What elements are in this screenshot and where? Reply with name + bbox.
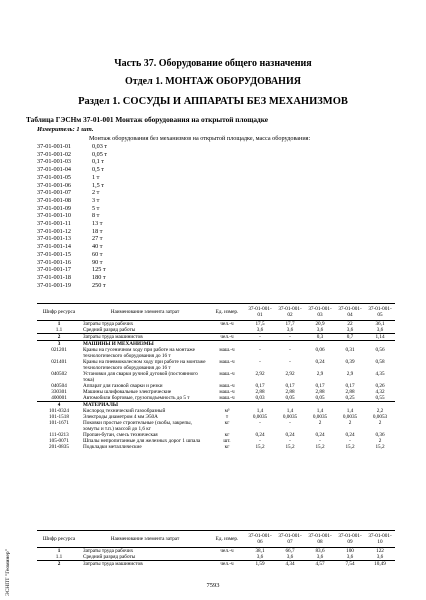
code-mass: 8 т (92, 212, 100, 220)
norm-value: 3,6 (286, 327, 294, 333)
resource-code: 101-0324 (49, 408, 69, 414)
norm-value: 2,92 (285, 371, 295, 377)
cost-element: Установки для сварки ручной дуговой (постоянного тока) (83, 371, 198, 383)
norm-value: 15,2 (345, 444, 355, 450)
norm-value: 2,9 (316, 371, 324, 377)
cost-element: Поковки простые строительные (скобы, закрепы, хомуты и т.п.) массой до 1,6 кг (83, 420, 192, 432)
resource-code: 1 (57, 548, 61, 554)
resource-code: 040504 (51, 383, 67, 389)
resource-code: 400001 (51, 395, 67, 401)
resource-code: 040502 (51, 371, 67, 377)
norm-value: 0,06 (315, 347, 325, 353)
code-id: 37-01-001-04 (37, 166, 72, 174)
unit: кг (224, 420, 230, 426)
resource-code: 4 (57, 402, 61, 408)
table-row (37, 347, 395, 359)
resource-code: 101-1671 (49, 420, 69, 426)
resource-code: 201-0835 (49, 444, 69, 450)
norm-value: 36,1 (375, 321, 385, 327)
code-mass: 5 т (92, 204, 100, 212)
code-row (37, 266, 107, 274)
unit: маш.-ч (219, 395, 235, 401)
resource-code: 1.1 (55, 554, 63, 560)
unit: м³ (224, 408, 230, 414)
table-row (37, 371, 395, 383)
norm-value: 0,7 (346, 334, 354, 340)
norm-value: 0,24 (315, 432, 325, 438)
norm-value: 0,24 (315, 359, 325, 365)
resource-code: 330301 (51, 389, 67, 395)
norm-value: 1,4 (286, 408, 294, 414)
resource-code: 021201 (51, 347, 67, 353)
norm-value: 0,0035 (282, 414, 298, 420)
norm-value: 2 (348, 420, 352, 426)
resource-code: 1.1 (55, 327, 63, 333)
column-header: 37-01-001-08 (305, 531, 335, 548)
table-row (37, 334, 395, 341)
unit: т (225, 414, 229, 420)
norm-value: 0,55 (375, 395, 385, 401)
norm-value: 1,4 (256, 408, 264, 414)
norm-value: - (289, 347, 291, 353)
norm-value: 0,3 (316, 334, 324, 340)
code-id: 37-01-001-08 (37, 196, 72, 204)
column-header: 37-01-001-02 (275, 304, 305, 321)
norm-value: 7,54 (345, 561, 355, 567)
norm-value: 0,17 (315, 383, 325, 389)
cost-element: МАШИНЫ И МЕХАНИЗМЫ (83, 341, 154, 347)
column-header: Наименование элемента затрат (81, 304, 209, 321)
norm-value: 2 (318, 420, 322, 426)
unit: маш.-ч (219, 389, 235, 395)
column-header: 37-01-001-07 (275, 531, 305, 548)
resource-code: 111-0213 (49, 432, 69, 438)
norm-value: 4,35 (375, 371, 385, 377)
code-mass: 60 т (92, 250, 103, 258)
work-description: Монтаж оборудования без механизмов на открытой площадке, масса оборудования: (89, 135, 311, 142)
norm-value: 0,05 (315, 395, 325, 401)
norm-value: 4,32 (375, 389, 385, 395)
cost-element: Краны на пневмоколесном ходу при работе на монтаже технологического оборудования до 16 т (83, 359, 206, 371)
table-row (37, 444, 395, 450)
table-row (37, 420, 395, 432)
measure-unit: Измеритель: 1 шт. (37, 126, 94, 133)
cost-element: Краны на гусеничном ходу при работе на монтаже технологического оборудования до 16 т (83, 347, 195, 359)
table-row (37, 561, 395, 568)
code-mass: 0,03 т (92, 143, 108, 150)
norm-value: 3,6 (256, 554, 264, 560)
code-row (37, 189, 107, 197)
norm-value: 17,5 (255, 321, 265, 327)
unit: кг (224, 432, 230, 438)
cost-element: Подкладки металлические (83, 444, 142, 450)
cost-element: Средний разряд работы (83, 327, 136, 333)
norm-value: 0,05 (285, 395, 295, 401)
code-row (37, 243, 107, 251)
code-id: 37-01-001-11 (37, 220, 71, 228)
cost-element: Затраты труда рабочих (83, 548, 134, 554)
norm-value: - (349, 438, 351, 444)
norm-value: 2,88 (315, 389, 325, 395)
code-mass: 90 т (92, 258, 103, 266)
column-header: Шифр ресурса (37, 531, 81, 548)
norm-value: 0,0035 (312, 414, 328, 420)
code-id: 37-01-001-01 (37, 143, 72, 150)
resource-table-2 (37, 530, 395, 567)
code-row (37, 174, 107, 182)
code-id: 37-01-001-12 (37, 227, 72, 235)
cost-element: Автомобили бортовые, грузоподъемность до 5 т (83, 395, 190, 401)
subsection-heading: Раздел 1. СОСУДЫ И АППАРАТЫ БЕЗ МЕХАНИЗМОВ (78, 96, 348, 107)
norm-value: 2,88 (345, 389, 355, 395)
resource-code: 021401 (51, 359, 67, 365)
code-row (37, 143, 107, 151)
code-mass: 0,1 т (92, 158, 104, 166)
norm-value: 2,92 (255, 371, 265, 377)
column-header: Ед. измер. (209, 304, 245, 321)
code-id: 37-01-001-13 (37, 235, 72, 243)
column-header: 37-01-001-09 (335, 531, 365, 548)
norm-value: 3,6 (256, 327, 264, 333)
norm-value: 3,6 (316, 554, 324, 560)
norm-value: 2,9 (346, 371, 354, 377)
norm-value: 10,49 (374, 561, 386, 567)
column-header: 37-01-001-10 (365, 531, 395, 548)
cost-element: МАТЕРИАЛЫ (83, 402, 119, 408)
code-mass: 13 т (92, 220, 103, 228)
code-row (37, 212, 107, 220)
norm-value: 3,6 (376, 554, 384, 560)
norm-value: 0,24 (285, 432, 295, 438)
norm-value: 3,6 (286, 554, 294, 560)
column-header: Шифр ресурса (37, 304, 81, 321)
norm-value: 0,31 (345, 347, 355, 353)
norm-value: 0,17 (345, 383, 355, 389)
norm-value: 2,88 (255, 389, 265, 395)
norm-value: 15,2 (255, 444, 265, 450)
cost-element: Затраты труда машинистов (83, 561, 143, 567)
code-row (37, 235, 107, 243)
norm-value: 83,6 (315, 548, 325, 554)
norm-value: - (259, 347, 261, 353)
part-heading: Часть 37. Оборудование общего назначения (114, 58, 312, 69)
norm-value: - (289, 334, 291, 340)
code-id: 37-01-001-03 (37, 158, 72, 166)
code-id: 37-01-001-15 (37, 250, 72, 258)
cost-element: Машины шлифовальные электрические (83, 389, 172, 395)
norm-value: 2,88 (285, 389, 295, 395)
unit: кг (224, 444, 230, 450)
norm-value: 17,7 (285, 321, 295, 327)
norm-value: 0,24 (255, 432, 265, 438)
unit: чел.-ч (220, 548, 234, 554)
norm-value: 100 (346, 548, 354, 554)
norm-value: 0,03 (255, 395, 265, 401)
norm-value: 122 (376, 548, 384, 554)
table-row (37, 359, 395, 371)
resource-table-1 (37, 303, 395, 450)
norm-value: - (289, 438, 291, 444)
norm-value: 3,6 (316, 327, 324, 333)
cost-element: Затраты труда рабочих (83, 321, 134, 327)
code-mass: 1 т (92, 173, 100, 181)
column-header: 37-01-001-01 (245, 304, 275, 321)
code-id: 37-01-001-18 (37, 273, 72, 281)
code-row (37, 251, 107, 259)
norm-value: 66,7 (285, 548, 295, 554)
resource-code: 1 (57, 321, 61, 327)
code-row (37, 197, 107, 205)
section-heading: Отдел 1. МОНТАЖ ОБОРУДОВАНИЯ (125, 76, 301, 87)
code-row (37, 259, 107, 267)
column-header: 37-01-001-03 (305, 304, 335, 321)
norm-value: 0,0035 (342, 414, 358, 420)
cost-element: Шпалы непропитанные для железных дорог 1 шпала (83, 438, 201, 444)
norm-value: - (259, 334, 261, 340)
norm-value: 3,6 (346, 554, 354, 560)
code-mass: 180 т (92, 273, 106, 281)
cost-element: Аппарат для газовой сварки и резки (83, 383, 163, 389)
norm-value: 0,17 (285, 383, 295, 389)
norm-value: 2 (378, 420, 382, 426)
code-row (37, 166, 107, 174)
unit: чел.-ч (220, 334, 234, 340)
norm-value: 4,57 (315, 561, 325, 567)
norm-value: 2,2 (376, 408, 384, 414)
norm-value: 1,59 (255, 561, 265, 567)
norm-value: 0,24 (345, 432, 355, 438)
norm-value: 0,58 (375, 359, 385, 365)
resource-code: 101-1518 (49, 414, 69, 420)
norm-value: 0,26 (375, 383, 385, 389)
code-id: 37-01-001-16 (37, 258, 72, 266)
code-mass: 125 т (92, 266, 106, 274)
norm-value: 0,0053 (372, 414, 388, 420)
cost-element: Затраты труда машинистов (83, 334, 143, 340)
code-mass: 2 т (92, 189, 100, 197)
unit: маш.-ч (219, 347, 235, 353)
code-id: 37-01-001-09 (37, 204, 72, 212)
unit: чел.-ч (220, 321, 234, 327)
resource-code: 2 (57, 334, 61, 340)
code-id: 37-01-001-10 (37, 212, 72, 220)
code-mass: 3 т (92, 196, 100, 204)
norm-value: 15,2 (285, 444, 295, 450)
norm-value: 3,6 (346, 327, 354, 333)
norm-value: 0,25 (345, 395, 355, 401)
code-mass: 1,5 т (92, 181, 104, 189)
cost-element: Электроды диаметром 4 мм Э50А (83, 414, 158, 420)
norm-value: 15,2 (375, 444, 385, 450)
code-id: 37-01-001-02 (37, 150, 72, 158)
code-row (37, 274, 107, 282)
norm-value: - (259, 359, 261, 365)
norm-value: 2 (378, 438, 382, 444)
code-id: 37-01-001-06 (37, 181, 72, 189)
unit: маш.-ч (219, 383, 235, 389)
norm-value: 3,6 (376, 327, 384, 333)
norm-value: 38,1 (255, 548, 265, 554)
code-row (37, 220, 107, 228)
code-mass: 27 т (92, 235, 103, 243)
resource-code: 2 (57, 561, 61, 567)
unit: маш.-ч (219, 359, 235, 365)
cost-element: Пропан-бутан, смесь техническая (83, 432, 158, 438)
norm-value: - (319, 438, 321, 444)
column-header: Ед. измер. (209, 531, 245, 548)
norm-value: 4,34 (285, 561, 295, 567)
code-mass: 0,5 т (92, 166, 104, 174)
code-row (37, 151, 107, 159)
unit: шт. (223, 438, 231, 444)
code-row (37, 282, 107, 290)
code-id: 37-01-001-14 (37, 243, 72, 251)
column-header: 37-01-001-04 (335, 304, 365, 321)
norm-value: - (259, 438, 261, 444)
norm-value: 1,4 (346, 408, 354, 414)
unit: маш.-ч (219, 371, 235, 377)
norm-value: 22 (347, 321, 353, 327)
code-row (37, 182, 107, 190)
code-row (37, 158, 107, 166)
norm-value: 0,56 (375, 347, 385, 353)
norm-value: - (289, 420, 291, 426)
norm-value: 0,36 (375, 432, 385, 438)
norm-value: 0,0035 (252, 414, 268, 420)
code-id: 37-01-001-19 (37, 281, 72, 289)
code-id: 37-01-001-07 (37, 189, 72, 197)
norm-value: - (289, 359, 291, 365)
resource-code: 3 (57, 341, 61, 347)
side-stamp: ЭСНПТ "Геоминер" (5, 549, 11, 596)
code-mass: 250 т (92, 281, 106, 289)
code-mass: 18 т (92, 227, 103, 235)
norm-value: 1,14 (375, 334, 385, 340)
cost-element: Кислород технический газообразный (83, 408, 166, 414)
code-mass: 0,05 т (92, 150, 108, 158)
column-header: 37-01-001-05 (365, 304, 395, 321)
column-header: Наименование элемента затрат (81, 531, 209, 548)
norm-value: 20,9 (315, 321, 325, 327)
norm-value: 0,39 (345, 359, 355, 365)
code-id: 37-01-001-05 (37, 173, 72, 181)
table-title: Таблица ГЭСНм 37-01-001 Монтаж оборудования на открытой площадке (26, 115, 268, 124)
norm-value: 0,17 (255, 383, 265, 389)
resource-code: 105-0071 (49, 438, 69, 444)
column-header: 37-01-001-06 (245, 531, 275, 548)
unit: чел.-ч (220, 561, 234, 567)
norm-value: 1,4 (316, 408, 324, 414)
code-id: 37-01-001-17 (37, 266, 72, 274)
code-list (37, 143, 107, 289)
code-mass: 40 т (92, 243, 103, 251)
norm-value: - (259, 420, 261, 426)
code-row (37, 205, 107, 213)
code-row (37, 228, 107, 236)
norm-value: 15,2 (315, 444, 325, 450)
page-number: 7593 (206, 582, 220, 589)
cost-element: Средний разряд работы (83, 554, 136, 560)
